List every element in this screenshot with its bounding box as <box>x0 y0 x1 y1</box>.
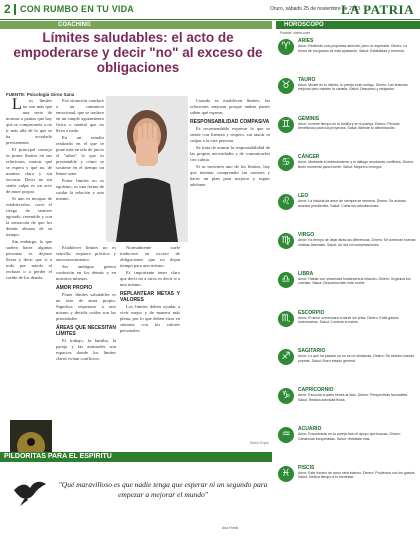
sagittarius-icon: ♐ <box>278 349 294 365</box>
sign-geminis: ♊ GÉMINIS Amor: Invierte tiempo en la familia y en tu pareja. Dinero: Período beneficioso para tus proyectos. Salud: Atiende tu alimentación. <box>278 115 418 154</box>
sign-piscis: ♓ PISCIS Amor: Este horario de amor será intenso. Dinero: Prudencia con los gastos. Salud: Dedica tiempo a tu bienestar. <box>278 464 418 503</box>
dateline: Oruro, sábado 25 de noviembre de 2023 <box>270 6 361 12</box>
horoscope-source: Fuente: clarín.com <box>280 31 310 35</box>
sign-libra: ♎ LIBRA Amor: Hablar con sinceridad fortalecerá la relación. Dinero: Organiza tus cuentas. Salud: Descansa bien esta noche. <box>278 270 418 309</box>
taurus-icon: ♉ <box>278 78 294 94</box>
gemini-icon: ♊ <box>278 117 294 133</box>
section-title: CON RUMBO EN TU VIDA <box>20 4 134 14</box>
scorpio-icon: ♏ <box>278 311 294 327</box>
page-number: 2 <box>4 2 11 16</box>
inspirational-quote: "Qué maravilloso es que nadie tenga que esperar ni un segundo para empezar a mejorar el mundo" <box>58 480 268 499</box>
subhead-amor-propio: AMOR PROPIO <box>56 285 93 291</box>
subhead-areas: ÁREAS QUE NECESITAN LÍMITES <box>56 325 116 337</box>
horoscope-title: HORÓSCOPO <box>276 21 420 29</box>
subhead-replantear: REPLANTEAR METAS Y VALORES <box>120 291 180 303</box>
article-column-2: Esa situación conduce a un cansancio emocional, que se traduce en un simple agotamiento físico o mental que no lleva a nada. En un estudio realizado en el que se pone más en tela de juicio el "saber" lo que es presentable y cómo se sostiene en el tiempo un límite sano. Poner límites no es egoísmo, es una forma de cuidar la relación y uno mismo. <box>56 98 104 201</box>
sign-aries: ♈ ARIES Amor: Recibirás una propuesta atrevida, pero no esperada. Dinero: La forma de tus gastos se está ajustando. Salud: Estabilidad y armonía. <box>278 37 418 76</box>
aries-icon: ♈ <box>278 39 294 55</box>
leo-icon: ♌ <box>278 194 294 210</box>
capricorn-icon: ♑ <box>278 388 294 404</box>
quote-author: Ana Frank <box>222 526 239 530</box>
coaching-tag: COACHING <box>0 21 272 29</box>
sign-escorpio: ♏ ESCORPIO Amor: El amor comenzará a darse sin prisa. Dinero: Evita gastos innecesarios. Salud: Controla el estrés. <box>278 309 418 348</box>
article-column-1: Los límites no son más que una serie de normas o pautas que hay que se compromete a no ir más allá de lo que se ha acordado previamente. El principal consejo es poner límites en sus relaciones, marcar qué se espera y qué no, de manera clara y sin excusas. Decir no sin sentir culpa es un acto de amor propio. Si uno es incapaz de establecerlos, corre el riesgo de sentirse agotado, resentido y con la sensación de que los demás abusan de su tiempo. Sin embargo, lo que suelen hacer algunas personas es dejarse llevar y decir que sí a todo por miedo al rechazo o a perder el cariño de los demás. <box>6 98 52 280</box>
cancer-icon: ♋ <box>278 155 294 171</box>
virgo-icon: ♍ <box>278 233 294 249</box>
sign-cancer: ♋ CÁNCER Amor: Mediante el entendimiento y el diálogo resolverás conflictos. Dinero: Buen momento para invertir. Salud: Mejora tu energía. <box>278 153 418 192</box>
aquarius-icon: ♒ <box>278 427 294 443</box>
sign-virgo: ♍ VIRGO Amor: Es tiempo de dejar atrás las diferencias. Dinero: Se avecinan buenas noticias laborales. Salud: Un día sin complicaciones. <box>278 231 418 270</box>
horoscope-list <box>278 37 418 503</box>
article-column-5: Cuando se establecen límites, las relaciones mejoran porque ambas partes saben qué esperar. RESPONSABILIDAD COMPASIVA Es recomendable expresar lo que se siente con firmeza y respeto, sin atacar ni culpar a la otra persona. Se trata de asumir la responsabilidad de las propias necesidades y de comunicarlas con calma. Si se invierten uno de los límites, hay que intentar comprender las razones y hacer un plan para mejorar y seguir adelante. <box>190 98 270 187</box>
page-header <box>0 0 420 20</box>
sign-sagitario: ♐ SAGITARIO Amor: Lo que ha pasado ya no es un obstáculo. Dinero: Se abrirán nuevas puertas. Salud: Buen estado general. <box>278 347 418 386</box>
subhead-responsabilidad: RESPONSABILIDAD COMPASIVA <box>190 119 270 125</box>
article-headline: Límites saludables: el acto de empoderarse y decir "no" al exceso de obligaciones <box>13 30 263 75</box>
header-rule <box>0 19 420 20</box>
woman-stop-gesture-photo <box>106 96 188 242</box>
sign-acuario: ♒ ACUARIO Amor: Encontrarás en tu pareja todo el apoyo que buscas. Dinero: Ganancias inesperadas. Salud: Hidrátate más. <box>278 425 418 464</box>
sign-capricornio: ♑ CAPRICORNIO Amor: Escucha a quien tienes al lado. Dinero: Perspectivas favorables. Salud: Realiza actividad física. <box>278 386 418 425</box>
bird-icon <box>10 470 50 510</box>
pilditas-title: PILDORITAS PARA EL ESPÍRITU <box>0 452 272 462</box>
pilditas-box <box>0 462 272 532</box>
sign-tauro: ♉ TAURO Amor: Mírate en tu interior, tu pareja está contigo. Dinero: Las finanzas mejoran pero mantén la cautela. Salud: Descanso y relajación. <box>278 76 418 115</box>
article-column-3: Establecer límites no es sencillo; requiere práctica y autoconocimiento. Ser ambiguo genera confusión en los demás y en nosotros mismos. AMOR PROPIO Poner límites saludables es un acto de amor propio. Significa respetarse a uno mismo y decidir cuáles son las prioridades. ÁREAS QUE NECESITAN LÍMITES El trabajo, la familia, la pareja y las amistades son espacios donde los límites claros evitan conflictos. <box>56 245 116 361</box>
page-number-divider <box>14 4 16 15</box>
article-column-4: Normalmente suele traducirse en exceso de obligaciones que no dejan tiempo para uno mismo. Es importante tener claro que decir no a otros es decir sí a uno mismo. REPLANTEAR METAS Y VALORES Los límites deben ayudar a vivir mejor y de manera más plena, por lo que deben estar en sintonía con los valores personales. <box>120 245 180 333</box>
article-byline: FUENTE: Psicología Giros Sana <box>6 92 75 97</box>
pisces-icon: ♓ <box>278 466 294 482</box>
article-author: María Rojas <box>250 441 269 445</box>
libra-icon: ♎ <box>278 272 294 288</box>
masthead-logo: LA PATRIA <box>341 2 414 17</box>
sign-leo: ♌ LEO Amor: La historia de amor de siempre se renueva. Dinero: Se aclaran asuntos pendientes. Salud: Cuida tus articulaciones. <box>278 192 418 231</box>
